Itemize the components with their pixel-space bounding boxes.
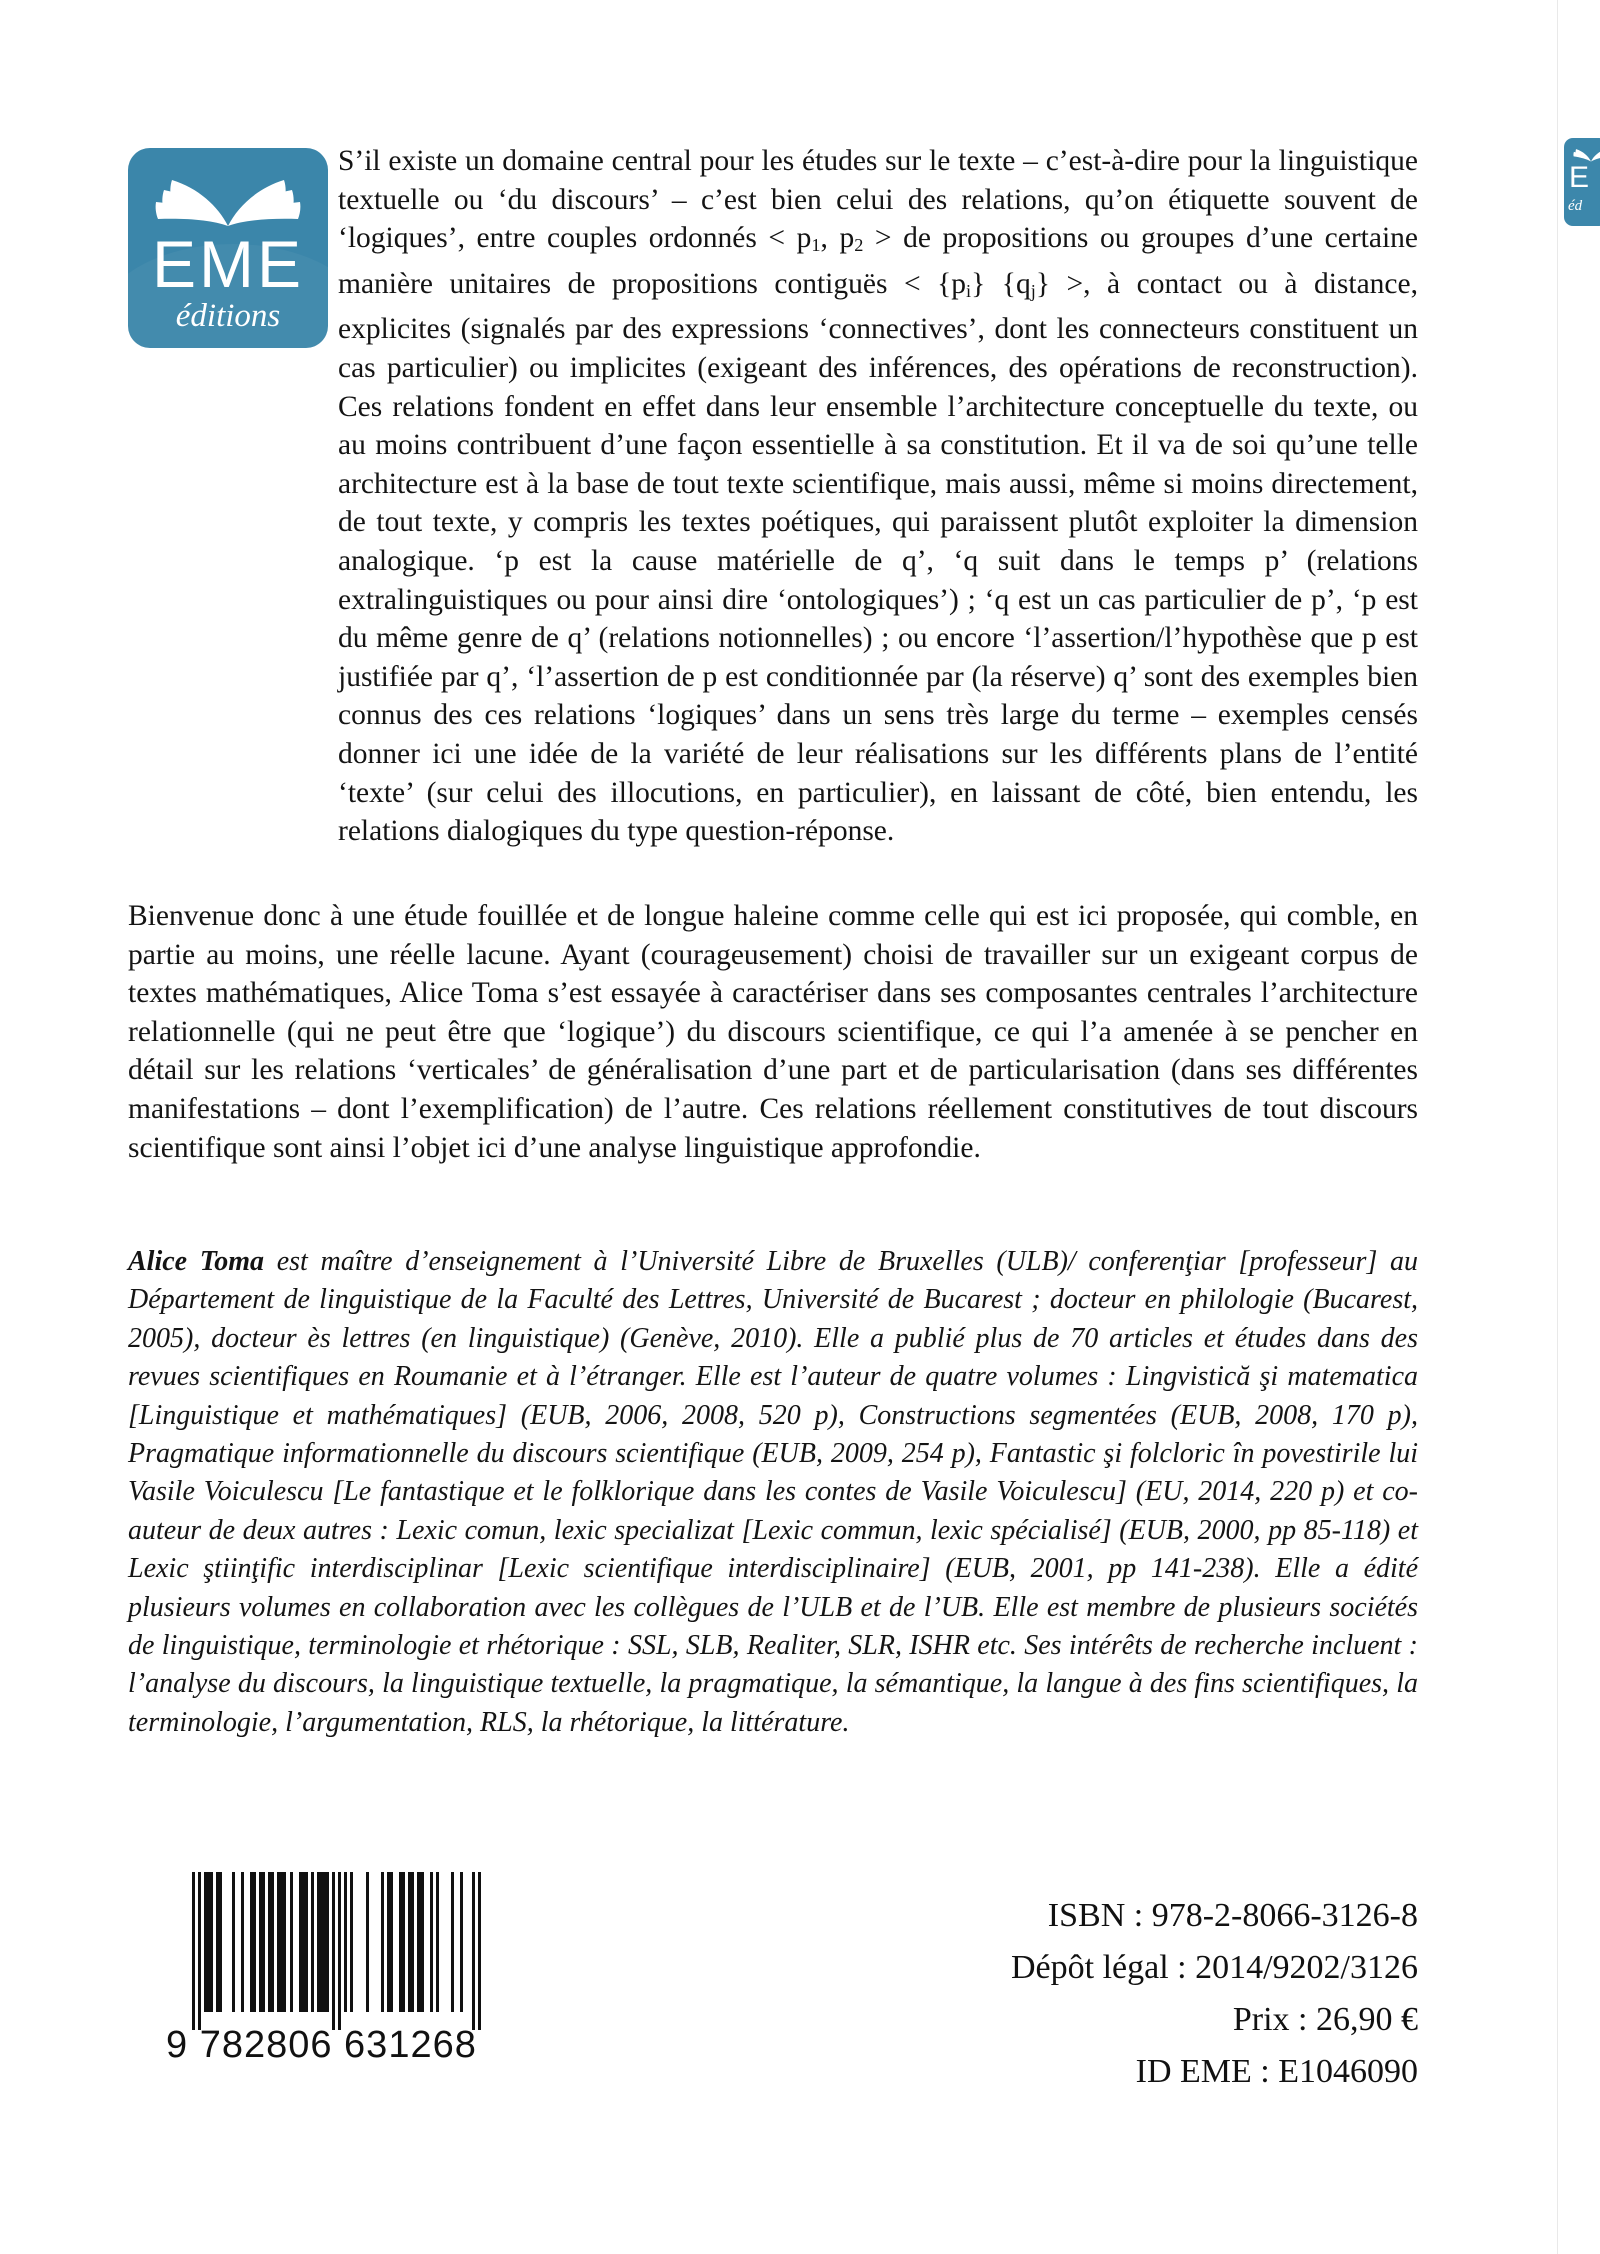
publisher-wordmark: EME [151, 227, 305, 301]
barcode [166, 1872, 516, 2087]
blurb-paragraph-1-text: S’il existe un domaine central pour les études sur le texte – c’est-à-dire pour la linguistique textuelle ou ‘du discours’ – c’est bien celui des relations, qu’on étiquette souvent de ‘logiques’, entre couples ordonnés < $p_1$, $p_2$ > de propositions ou groupes d’une certaine manière unitaires de propositions contiguës < $\{p_i\}$ $\{q_j\}$ >, à contact ou à distance, explicites (signalés par des expressions ‘connectives’, dont les connecteurs constituent un cas particulier) ou implicites (exigeant des inférences, des opérations de reconstruction). Ces relations fondent en effet dans leur ensemble l’architecture conceptuelle du texte, ou au moins contribuent d’une façon essentielle à sa constitution. Et il va de soi qu’une telle architecture est à la base de tout texte scientifique, mais aussi, même si moins directement, de tout texte, y compris les textes poétiques, qui paraissent plutôt exploiter la dimension analogique. ‘p est la cause matérielle de q’, ‘q suit dans le temps p’ (relations extralinguistiques ou pour ainsi dire ‘ontologiques’) ; ‘q est un cas particulier de p’, ‘p est du même genre de q’ (relations notionnelles) ; ou encore ‘l’assertion/l’hypothèse que p est justifiée par q’, ‘l’assertion de p est conditionnée par (la réserve) q’ sont des exemples bien connus des ces relations ‘logiques’ dans un sens très large du terme – exemples censés donner ici une idée de la variété de leur réalisations sur les différents plans de l’entité ‘texte’ (sur celui des illocutions, en particulier), en laissant de côté, bien entendu, les relations dialogiques du type question-réponse. [338, 145, 1419, 848]
spine-wordmark: E [1569, 161, 1591, 194]
prix-line: Prix : 26,90 € [1232, 2001, 1418, 2038]
barcode-bars [192, 1872, 492, 2030]
isbn-line: ISBN : 978-2-8066-3126-8 [1047, 1897, 1418, 1934]
legal-block [718, 1890, 1418, 2098]
open-book-icon [142, 162, 314, 234]
author-bio [128, 1243, 1418, 1742]
depot-legal-line: Dépôt légal : 2014/9202/3126 [1010, 1949, 1418, 1986]
id-eme-line: ID EME : E1046090 [1135, 2053, 1418, 2090]
barcode-digits: 9 782806 631268 [166, 2024, 477, 2066]
spine-sliver [1557, 0, 1600, 2254]
spine-publisher-logo [1564, 138, 1600, 226]
author-bio-text: Alice Toma est maître d’enseignement à l’Université Libre de Bruxelles (ULB)/ conferenţiar [professeur] au Département de linguistique de la Faculté des Lettres, Université de Bucarest ; docteur en philologie (Bucarest, 2005), docteur ès lettres (en linguistique) (Genève, 2010). Elle a publié plus de 70 articles et études dans des revues scientifiques en Roumanie et à l’étranger. Elle est l’auteur de quatre volumes : Lingvistică şi matematica [Linguistique et mathématiques] (EUB, 2006, 2008, 520 p), Constructions segmentées (EUB, 2008, 170 p), Pragmatique informationnelle du discours scientifique (EUB, 2009, 254 p), Fantastic şi folcloric în povestirile lui Vasile Voiculescu [Le fantastique et le folklorique dans les contes de Vasile Voiculescu] (EU, 2014, 220 p) et co-auteur de deux autres : Lexic comun, lexic specializat [Lexic commun, lexic spécialisé] (EUB, 2000, pp 85-118) et Lexic ştiinţific interdisciplinar [Lexic scientifique interdisciplinaire] (EUB, 2001, pp 141-238). Elle a édité plusieurs volumes en collaboration avec les collègues de l’ULB et de l’UB. Elle est membre de plusieurs sociétés de linguistique, terminologie et rhétorique : SSL, SLB, Realiter, SLR, ISHR etc. Ses intérêts de recherche incluent : l’analyse du discours, la linguistique textuelle, la pragmatique, la sémantique, la langue à des fins scientifiques, la terminologie, l’argumentation, RLS, la rhétorique, la littérature. [128, 1246, 1419, 1738]
blurb-paragraph-2 [128, 897, 1418, 1167]
publisher-logo [128, 148, 328, 348]
content-column [128, 0, 1418, 2254]
blurb-paragraph-1 [338, 142, 1418, 851]
spine-tagline: éd [1568, 198, 1583, 214]
blurb-paragraph-2-text: Bienvenue donc à une étude fouillée et de longue haleine comme celle qui est ici proposée, qui comble, en partie au moins, une réelle lacune. Ayant (courageusement) choisi de travailler sur un exigeant corpus de textes mathématiques, Alice Toma s’est essayée à caractériser dans ses composantes centrales l’architecture relationnelle (qui ne peut être que ‘logique’) du discours scientifique, ce qui l’a amenée à se pencher en détail sur les relations ‘verticales’ de généralisation d’une part et de particularisation (dans ses différentes manifestations – dont l’exemplification) de l’autre. Ces relations réellement constitutives de tout discours scientifique sont ainsi l’objet ici d’une analyse linguistique approfondie. [128, 900, 1418, 1164]
publisher-tagline: éditions [175, 298, 281, 334]
